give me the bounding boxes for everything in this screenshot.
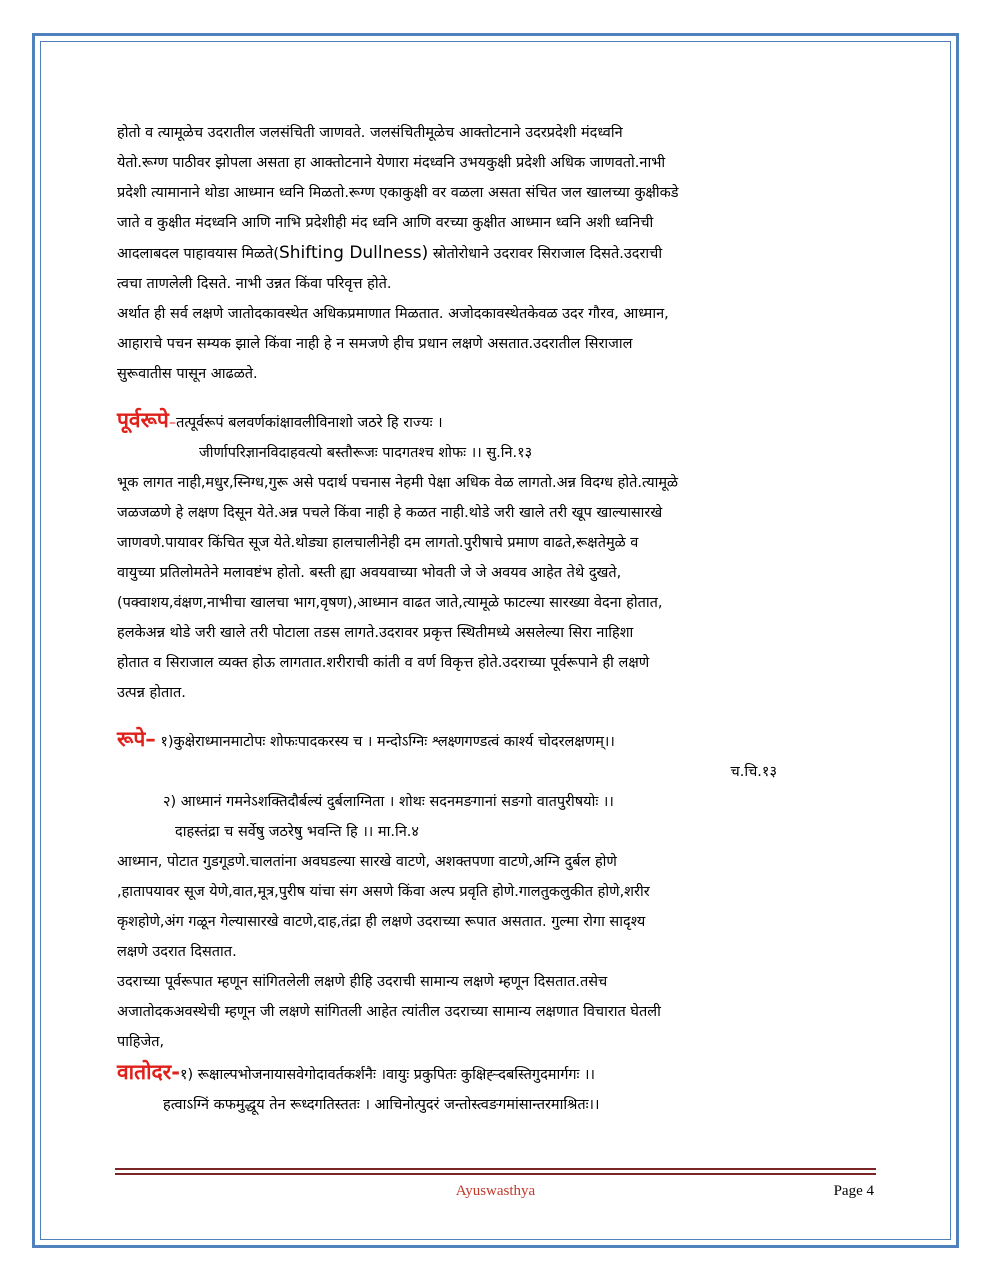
shloka-line: हत्वाऽग्निं कफमुद्धूय तेन रूध्दगतिस्ततः । आचिनोत्पुदरं जन्तोस्त्वङगमांसान्तरमाश्रितः।। [163, 1097, 600, 1113]
rupe-heading-line [117, 724, 887, 757]
body-line: भूक लागत नाही,मधुर,स्निग्ध,गुरू असे पदार्थ पचनास नेहमी पेक्षा अधिक वेळ लागतो.अन्न विदग्ध होते.त्यामूळे [117, 475, 679, 491]
shloka-line: दाहस्तंद्रा च सर्वेषु जठरेषु भवन्ति हि ।। मा.नि.४ [175, 824, 419, 840]
body-line: वायुच्या प्रतिलोमतेने मलावष्टंभ होतो. बस्ती ह्या अवयवाच्या भोवती जे जे अवयव आहेत तेथे दुखते, [117, 565, 622, 581]
shloka-line: १)कुक्षेराध्मानमाटोपः शोफःपादकरस्य च । मन्दोऽग्निः श्लक्ष्णगण्डत्वं कार्श्य चोदरलक्षणम्।। [155, 734, 615, 750]
shloka-line: २) आध्मानं गमनेऽशक्तिदौर्बल्यं दुर्बलाग्निता । शोथः सदनमङगानां सङगो वातपुरीषयोः ।। [163, 794, 614, 810]
body-text: स्रोतोरोधाने उदरावर सिराजाल दिसते.उदराची [428, 246, 663, 262]
page-number: Page 4 [833, 1183, 874, 1199]
body-line: उदराच्या पूर्वरूपात म्हणून सांगितलेली लक्षणे हीहि उदराची सामान्य लक्षणे म्हणून दिसतात.तसेच [117, 974, 608, 990]
section-heading-purvarupa: पूर्वरूपे [117, 408, 169, 432]
shloka-reference: च.चि.१३ [730, 764, 777, 780]
body-line: होतो व त्यामूळेच उदरातील जलसंचिती जाणवते. जलसंचितीमूळेच आक्तोटनाने उदरप्रदेशी मंदध्वनि [117, 125, 623, 141]
section-heading-rupe: रूपे [117, 727, 146, 751]
body-line: कृशहोणे,अंग गळून गेल्यासारखे वाटणे,दाह,तंद्रा ही लक्षणे उदराच्या रूपात असतात. गुल्मा रोगा सादृश्य [117, 914, 646, 930]
body-line: हलकेअन्न थोडे जरी खाले तरी पोटाला तडस लागते.उदरावर प्रकृत्त स्थितीमध्ये असलेल्या सिरा नाहिशा [117, 625, 634, 641]
body-line: लक्षणे उदरात दिसतात. [117, 944, 237, 960]
body-line: आहाराचे पचन सम्यक झाले किंवा नाही हे न समजणे हीच प्रधान लक्षणे असतात.उदरातील सिराजाल [117, 336, 633, 352]
body-line: प्रदेशी त्यामानाने थोडा आध्मान ध्वनि मिळतो.रूग्ण एकाकुक्षी वर वळला असता संचित जल खालच्या कुक्षीकडे [117, 185, 679, 201]
footer-title: Ayuswasthya [455, 1183, 536, 1199]
footer-rule-top [115, 1168, 876, 1170]
shloka-line: जीर्णापरिज्ञानविदाहवत्यो बस्तौरूजः पादगतश्च शोफः ।। सु.नि.१३ [199, 445, 533, 461]
document-body [117, 118, 887, 1120]
heading-dash: - [171, 1060, 180, 1084]
heading-dash: – [145, 727, 156, 751]
body-line: येतो.रूग्ण पाठीवर झोपला असता हा आक्तोटनाने येणारा मंदध्वनि उभयकुक्षी प्रदेशी अधिक जाणवतो.नाभी [117, 155, 666, 171]
body-line [117, 238, 887, 269]
body-line: सुरूवातीस पासून आढळते. [117, 366, 258, 382]
body-line: ,हातापयावर सूज येणे,वात,मूत्र,पुरीष यांचा संग असणे किंवा अल्प प्रवृति होणे.गालतुकलुकीत होणे,शरीर [117, 884, 650, 900]
body-line: उत्पन्न होतात. [117, 685, 186, 701]
shloka-line: १) रूक्षाल्पभोजनायासवेगोदावर्तकर्शनैः ।वायुः प्रकुपितः कुक्षिह्ऱ्दबस्तिगुदमार्गगः ।। [179, 1067, 596, 1083]
body-line: आध्मान, पोटात गुडगूडणे.चालतांना अवघडल्या सारखे वाटणे, अशक्तपणा वाटणे,अग्नि दुर्बल होणे [117, 854, 617, 870]
shifting-dullness-term: Shifting Dullness) [278, 243, 429, 263]
body-line: अर्थात ही सर्व लक्षणे जातोदकावस्थेत अधिकप्रमाणात मिळतात. अजोदकावस्थेतकेवळ उदर गौरव, आध्मान, [117, 306, 669, 322]
body-line: जाणवणे.पायावर किंचित सूज येते.थोड्या हालचालीनेही दम लागतो.पुरीषाचे प्रमाण वाढते,रूक्षतेमुळे व [117, 535, 639, 551]
body-line: अजातोदकअवस्थेची म्हणून जी लक्षणे सांगितली आहेत त्यांतील उदराच्या सामान्य लक्षणात विचारात घेतली [117, 1004, 661, 1020]
footer-rule-bottom [115, 1173, 876, 1175]
purvarupa-heading-line [117, 405, 887, 438]
shloka-line: तत्पूर्वरूपं बलवर्णकांक्षावलीविनाशो जठरे हि राज्यः । [176, 415, 443, 431]
vatodara-heading-line [117, 1057, 887, 1090]
body-line: पाहिजेत, [117, 1034, 165, 1050]
body-line: जाते व कुक्षीत मंदध्वनि आणि नाभि प्रदेशीही मंद ध्वनि आणि वरच्या कुक्षीत आध्मान ध्वनि अशी ध्वनिची [117, 215, 654, 231]
heading-dash: – [168, 415, 177, 431]
body-line: (पक्वाशय,वंक्षण,नाभीचा खालचा भाग,वृषण),आध्मान वाढत जाते,त्यामूळे फाटल्या सारख्या वेदना होतात, [117, 595, 663, 611]
section-heading-vatodara: वातोदर [117, 1060, 172, 1084]
body-line: होतात व सिराजाल व्यक्त होऊ लागतात.शरीराची कांती व वर्ण विकृत्त होते.उदराच्या पूर्वरूपाने ही लक्षणे [117, 655, 650, 671]
body-text: आदलाबदल पाहावयास मिळते( [117, 246, 279, 262]
body-line: त्वचा ताणलेली दिसते. नाभी उन्नत किंवा परिवृत्त होते. [117, 276, 392, 292]
body-line: जळजळणे हे लक्षण दिसून येते.अन्न पचले किंवा नाही हे कळत नाही.थोडे जरी खाले तरी खूप खाल्यासारखे [117, 505, 663, 521]
